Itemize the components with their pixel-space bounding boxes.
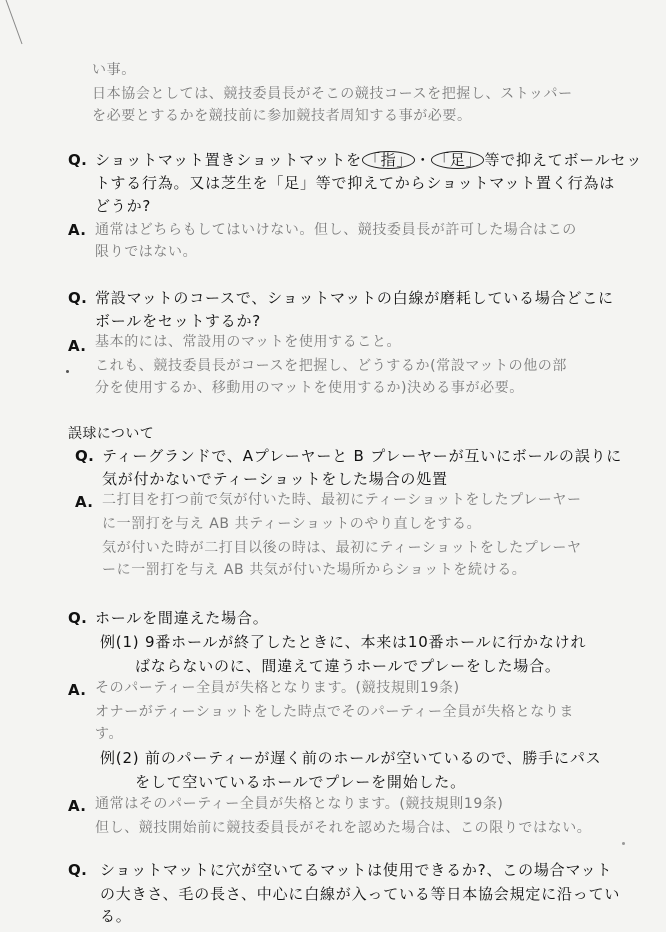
answer-line: す。 bbox=[95, 726, 124, 742]
question-line bbox=[95, 150, 642, 170]
scan-edge-mark bbox=[0, 0, 40, 60]
question-label: Q. bbox=[68, 151, 88, 169]
question-label: Q. bbox=[68, 861, 88, 879]
question-text: ショットマット置きショットマットを bbox=[95, 151, 362, 169]
answer-line: オナーがティーショットをした時点でそのパーティー全員が失格となりま bbox=[95, 704, 574, 720]
answer-label: A. bbox=[68, 221, 87, 239]
answer-line: に一罰打を与え AB 共ティーショットのやり直しをする。 bbox=[102, 516, 482, 532]
intro-line: 日本協会としては、競技委員長がそこの競技コースを把握し、ストッパー bbox=[92, 86, 573, 102]
question-label: Q. bbox=[75, 447, 95, 465]
question-line: 気が付かないでティーショットをした場合の処置 bbox=[102, 470, 448, 488]
answer-line: 限りではない。 bbox=[95, 244, 198, 260]
question-text: ・ bbox=[415, 151, 432, 169]
answer-line: 通常はそのパーティー全員が失格となります。(競技規則19条) bbox=[95, 796, 504, 812]
circled-text: 「足」 bbox=[431, 151, 484, 169]
question-line: 常設マットのコースで、ショットマットの白線が磨耗している場合どこに bbox=[95, 289, 614, 307]
question-label: Q. bbox=[68, 609, 88, 627]
question-label: Q. bbox=[68, 289, 88, 307]
answer-line: 気が付いた時が二打目以後の時は、最初にティーショットをしたプレーヤ bbox=[102, 540, 582, 556]
question-line: ショットマットに穴が空いてるマットは使用できるか?、この場合マット bbox=[100, 861, 613, 879]
answer-line: そのパーティー全員が失格となります。(競技規則19条) bbox=[95, 680, 460, 696]
question-line: ボールをセットするか? bbox=[95, 312, 262, 330]
circled-text: 「指」 bbox=[362, 151, 415, 169]
answer-line: 二打目を打つ前で気が付いた時、最初にティーショットをしたプレーヤー bbox=[102, 492, 582, 508]
question-line: る。 bbox=[100, 907, 132, 925]
answer-line: 通常はどちらもしてはいけない。但し、競技委員長が許可した場合はこの bbox=[95, 222, 577, 238]
example-line: ばならないのに、間違えて違うホールでプレーをした場合。 bbox=[135, 657, 561, 675]
answer-label: A. bbox=[68, 797, 87, 815]
scan-dot bbox=[622, 842, 625, 845]
example-line: 例(1) 9番ホールが終了したときに、本来は10番ホールに行かなけれ bbox=[100, 633, 587, 651]
answer-label: A. bbox=[75, 493, 94, 511]
question-line: トする行為。又は芝生を「足」等で抑えてからショットマット置く行為は bbox=[95, 174, 616, 192]
question-line: ティーグランドで、Aプレーヤーと B プレーヤーが互いにボールの誤りに bbox=[102, 447, 623, 465]
answer-line: 分を使用するか、移動用のマットを使用するか)決める事が必要。 bbox=[95, 380, 524, 396]
answer-line: 基本的には、常設用のマットを使用すること。 bbox=[95, 334, 402, 350]
answer-label: A. bbox=[68, 681, 87, 699]
answer-line: ーに一罰打を与え AB 共気が付いた場所からショットを続ける。 bbox=[102, 562, 527, 578]
answer-line: 但し、競技開始前に競技委員長がそれを認めた場合は、この限りではない。 bbox=[95, 820, 592, 836]
question-line: どうか? bbox=[95, 197, 152, 215]
example-line: 例(2) 前のパーティーが遅く前のホールが空いているので、勝手にパス bbox=[100, 749, 602, 767]
question-line: の大きさ、毛の長さ、中心に白線が入っている等日本協会規定に沿ってい bbox=[100, 885, 621, 903]
section-heading: 誤球について bbox=[68, 426, 155, 442]
example-line: をして空いているホールでプレーを開始した。 bbox=[135, 773, 466, 791]
scan-dot bbox=[66, 370, 69, 373]
answer-line: これも、競技委員長がコースを把握し、どうするか(常設マットの他の部 bbox=[95, 358, 567, 374]
answer-label: A. bbox=[68, 337, 87, 355]
question-line: ホールを間違えた場合。 bbox=[95, 609, 269, 627]
intro-line: を必要とするかを競技前に参加競技者周知する事が必要。 bbox=[92, 108, 472, 124]
intro-line: い事。 bbox=[92, 62, 136, 78]
question-text: 等で抑えてボールセッ bbox=[484, 151, 643, 169]
